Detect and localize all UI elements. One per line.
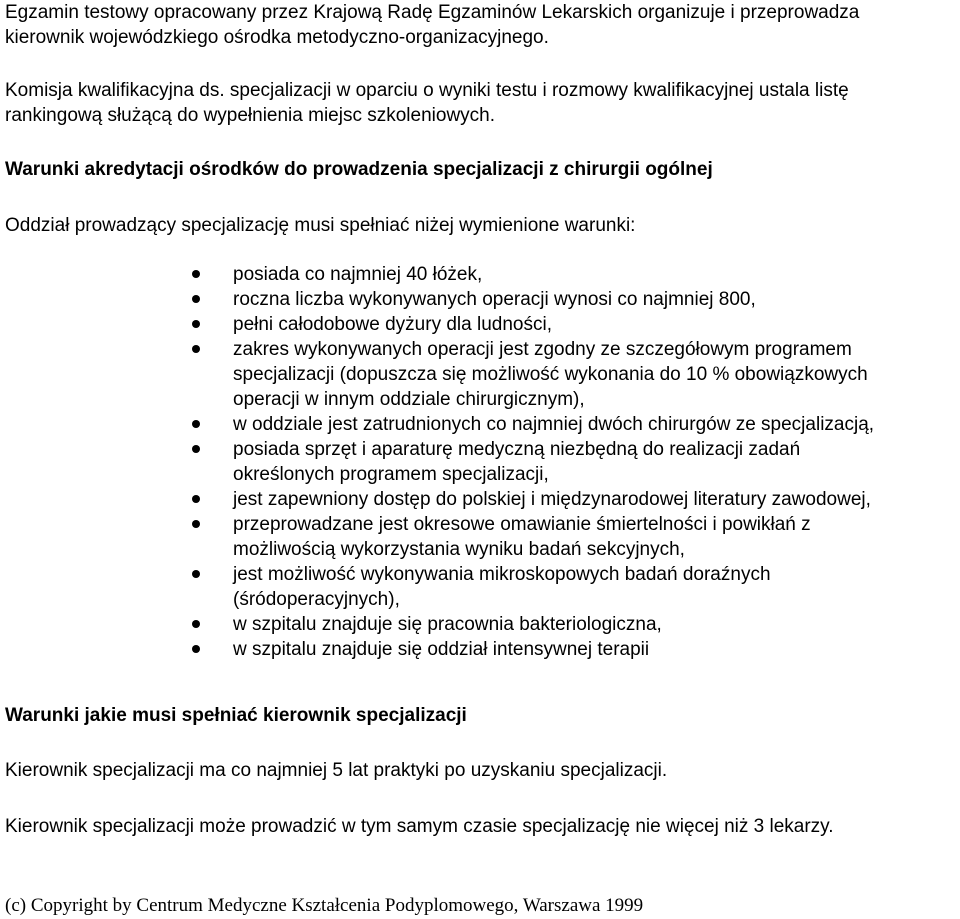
text-line: zakres wykonywanych operacji jest zgodny ze szczegółowym programem	[233, 339, 852, 360]
list-item-text	[233, 437, 800, 487]
text-line: operacji w innym oddziale chirurgicznym),	[233, 389, 585, 410]
section-heading-accreditation: Warunki akredytacji ośrodków do prowadzenia specjalizacji z chirurgii ogólnej	[5, 159, 713, 180]
text-line: określonych programem specjalizacji,	[233, 464, 549, 485]
text-line: posiada sprzęt i aparaturę medyczną niezbędną do realizacji zadań	[233, 439, 801, 460]
list-item	[5, 637, 955, 662]
list-item	[5, 487, 955, 512]
list-item	[5, 412, 955, 437]
list-item-text	[233, 412, 874, 437]
bullet-icon	[192, 345, 200, 353]
text-line: jest możliwość wykonywania mikroskopowych badań doraźnych	[233, 564, 771, 585]
list-item	[5, 512, 955, 562]
text-line: w szpitalu znajduje się pracownia bakteriologiczna,	[233, 614, 662, 635]
list-item-text	[233, 262, 482, 287]
list-item-text	[233, 612, 662, 637]
text-line: kierownik wojewódzkiego ośrodka metodyczno-organizacyjnego.	[5, 27, 549, 48]
text-line: Komisja kwalifikacyjna ds. specjalizacji w oparciu o wyniki testu i rozmowy kwalifikacyjnej ustala listę	[5, 80, 849, 101]
list-item	[5, 562, 955, 612]
bullet-icon	[192, 270, 200, 278]
supervisor-paragraph-1: Kierownik specjalizacji ma co najmniej 5 lat praktyki po uzyskaniu specjalizacji.	[5, 760, 668, 781]
text-line: roczna liczba wykonywanych operacji wynosi co najmniej 800,	[233, 289, 756, 310]
section-lead-text: Oddział prowadzący specjalizację musi spełniać niżej wymienione warunki:	[5, 215, 636, 236]
text-line: możliwością wykorzystania wyniku badań sekcyjnych,	[233, 539, 685, 560]
list-item-text	[233, 312, 552, 337]
text-line: rankingową służącą do wypełnienia miejsc szkoleniowych.	[5, 105, 496, 126]
list-item-text	[233, 637, 649, 662]
list-item	[5, 312, 955, 337]
list-item	[5, 612, 955, 637]
bullet-icon	[192, 620, 200, 628]
list-item-text	[233, 512, 811, 562]
bullet-icon	[192, 445, 200, 453]
text-line: w oddziale jest zatrudnionych co najmniej dwóch chirurgów ze specjalizacją,	[233, 414, 875, 435]
text-line: specjalizacji (dopuszcza się możliwość wykonania do 10 % obowiązkowych	[233, 364, 868, 385]
bullet-icon	[192, 645, 200, 653]
bullet-icon	[192, 320, 200, 328]
list-item-text	[233, 487, 871, 512]
list-item-text	[233, 562, 771, 612]
text-line: Egzamin testowy opracowany przez Krajową Radę Egzaminów Lekarskich organizuje i przeprowadza	[5, 2, 860, 23]
text-line: posiada co najmniej 40 łóżek,	[233, 264, 483, 285]
bullet-icon	[192, 520, 200, 528]
list-item	[5, 287, 955, 312]
list-item-text	[233, 337, 868, 412]
intro-paragraph-2	[5, 78, 849, 128]
bullet-icon	[192, 420, 200, 428]
text-line: w szpitalu znajduje się oddział intensywnej terapii	[233, 639, 650, 660]
intro-paragraph-1	[5, 0, 859, 50]
text-line: jest zapewniony dostęp do polskiej i międzynarodowej literatury zawodowej,	[233, 489, 871, 510]
list-item	[5, 337, 955, 412]
copyright-footer: (c) Copyright by Centrum Medyczne Kształcenia Podyplomowego, Warszawa 1999	[5, 895, 644, 916]
supervisor-paragraph-2: Kierownik specjalizacji może prowadzić w tym samym czasie specjalizację nie więcej niż 3 lekarzy.	[5, 816, 834, 837]
text-line: przeprowadzane jest okresowe omawianie śmiertelności i powikłań z	[233, 514, 811, 535]
section-heading-supervisor: Warunki jakie musi spełniać kierownik specjalizacji	[5, 705, 467, 726]
bullet-icon	[192, 495, 200, 503]
bullet-icon	[192, 295, 200, 303]
bullet-icon	[192, 570, 200, 578]
list-item-text	[233, 287, 756, 312]
list-item	[5, 262, 955, 287]
text-line: (śródoperacyjnych),	[233, 589, 400, 610]
list-item	[5, 437, 955, 487]
text-line: pełni całodobowe dyżury dla ludności,	[233, 314, 552, 335]
